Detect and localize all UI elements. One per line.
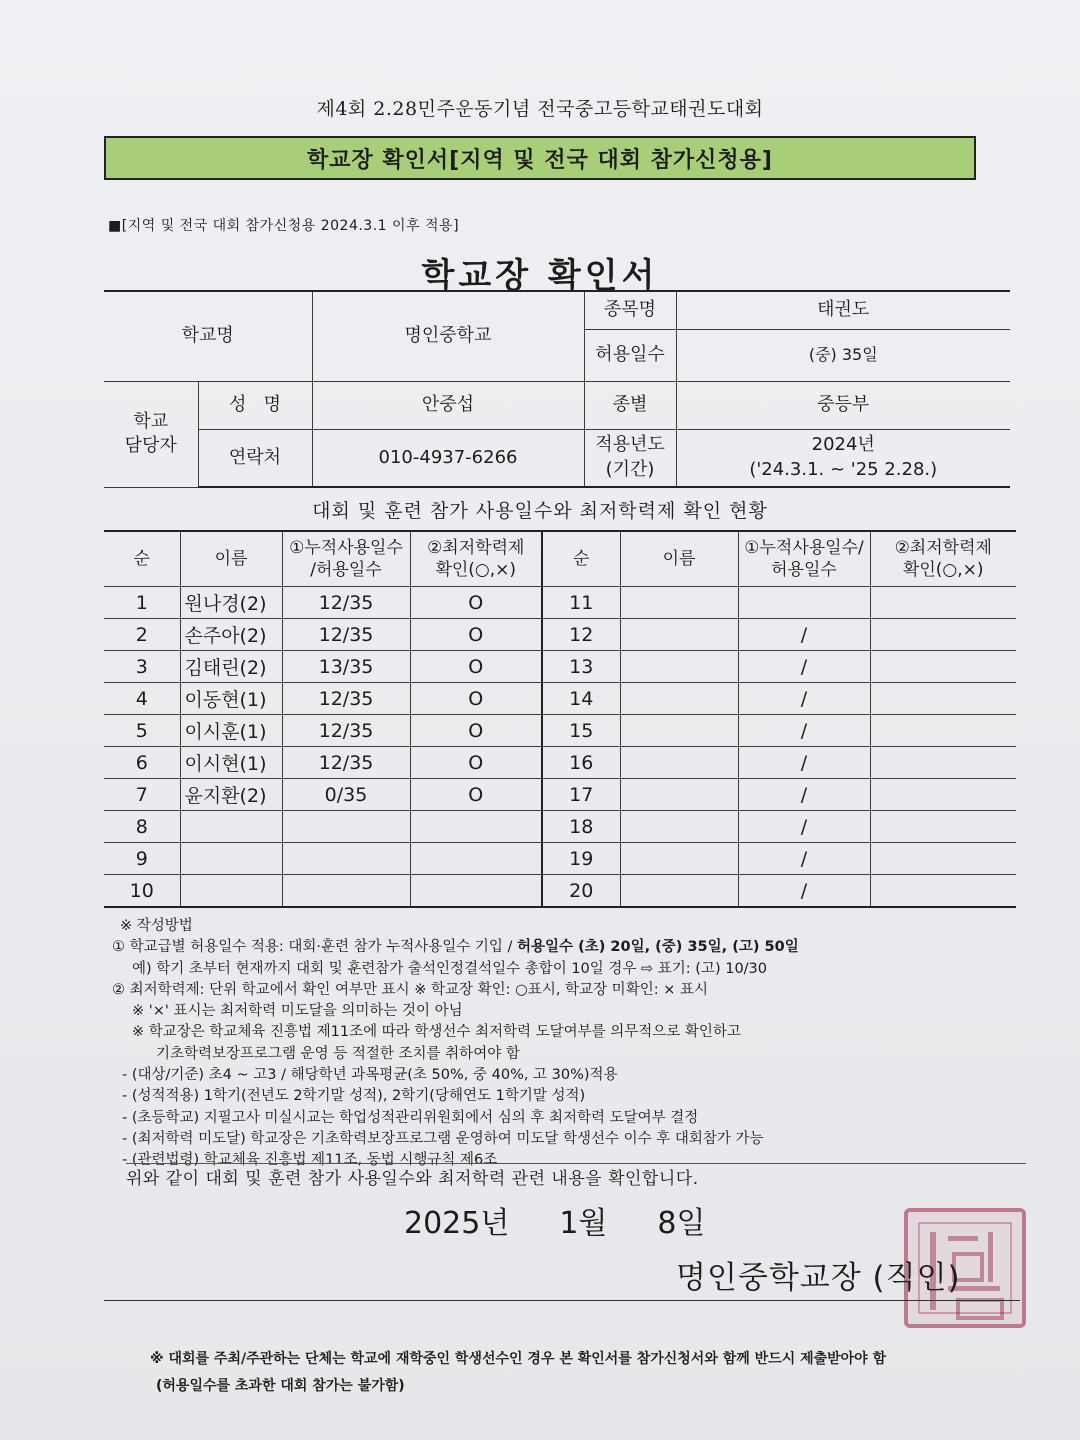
footer-notice: [150, 1346, 1030, 1400]
cell-name: 손주아(2): [180, 619, 282, 651]
cell-check-right: [870, 683, 1016, 715]
table-row: [104, 715, 1016, 747]
cell-no: 3: [104, 651, 180, 683]
cell-no: 1: [104, 587, 180, 619]
contact-value: 010-4937-6266: [312, 429, 584, 487]
cell-no: 4: [104, 683, 180, 715]
cell-days-right: /: [738, 715, 870, 747]
bottom-divider: [104, 1300, 1020, 1301]
cell-no: 9: [104, 843, 180, 875]
cell-check-right: [870, 779, 1016, 811]
header-check-right: ②최저학력제 확인(○,×): [870, 531, 1016, 587]
cell-days: 12/35: [282, 747, 410, 779]
event-title: 제4회 2.28민주운동기념 전국중고등학교태권도대회: [316, 98, 764, 120]
cell-name: [180, 875, 282, 908]
manager-name-label: 성 명: [198, 381, 312, 429]
footer-line-1: ※ 대회를 주최/주관하는 단체는 학교에 재학중인 학생선수인 경우 본 확인서를 참가신청서와 함께 반드시 제출받아야 함: [150, 1351, 887, 1367]
cell-name: 이시현(1): [180, 747, 282, 779]
document-banner: 학교장 확인서[지역 및 전국 대회 참가신청용]: [104, 136, 976, 180]
table-row: [104, 619, 1016, 651]
student-status-table: [104, 530, 1016, 908]
cell-days-right: /: [738, 779, 870, 811]
cell-check: O: [410, 747, 542, 779]
header-days: ①누적사용일수 /허용일수: [282, 531, 410, 587]
table-row: [104, 683, 1016, 715]
cell-days-right: [738, 587, 870, 619]
cell-check: O: [410, 779, 542, 811]
manager-label: 학교 담당자: [104, 381, 198, 487]
note-3: ② 최저학력제: 단위 학교에서 확인 여부만 표시 ※ 학교장 확인: ○표시, 학교장 미확인: × 표시: [112, 981, 708, 998]
cell-days-right: /: [738, 875, 870, 908]
date-day: 8일: [657, 1206, 706, 1241]
cell-days-right: /: [738, 619, 870, 651]
table-row: [104, 651, 1016, 683]
cell-check: O: [410, 683, 542, 715]
note-11: - (관련법령) 학교체육 진흥법 제11조, 동법 시행규칙 제6조: [122, 1152, 498, 1169]
note-7: - (대상/기준) 초4 ~ 고3 / 해당학년 과목평균(초 50%, 중 40%, 고 30%)적용: [122, 1067, 618, 1084]
cell-no: 2: [104, 619, 180, 651]
note-1: [112, 937, 1012, 958]
header-no-right: 순: [542, 531, 620, 587]
cell-check-right: [870, 715, 1016, 747]
cell-check: O: [410, 587, 542, 619]
cell-days: 0/35: [282, 779, 410, 811]
note-9: - (초등학교) 지필고사 미실시교는 학업성적관리위원회에서 심의 후 최저학력 도달여부 결정: [122, 1109, 699, 1126]
header-name-right: 이름: [620, 531, 738, 587]
cell-check: O: [410, 715, 542, 747]
table-row: [104, 747, 1016, 779]
header-name: 이름: [180, 531, 282, 587]
cell-days: 12/35: [282, 715, 410, 747]
table-row: [104, 843, 1016, 875]
school-name-label: 학교명: [104, 291, 312, 381]
date-year: 2025년: [404, 1206, 510, 1241]
note-4: ※ '×' 표시는 최저학력 미도달을 의미하는 것이 아님: [132, 1003, 463, 1020]
cell-name-right: [620, 843, 738, 875]
table-row: [104, 587, 1016, 619]
table-row: [104, 811, 1016, 843]
cell-name-right: [620, 875, 738, 908]
note-1-bold: 허용일수 (초) 20일, (중) 35일, (고) 50일: [517, 939, 799, 956]
cell-no-right: 12: [542, 619, 620, 651]
cell-check-right: [870, 811, 1016, 843]
cell-name-right: [620, 587, 738, 619]
notes-heading: ※ 작성방법: [120, 918, 193, 934]
cell-check-right: [870, 747, 1016, 779]
cell-check: [410, 811, 542, 843]
cell-no-right: 15: [542, 715, 620, 747]
header-check: ②최저학력제 확인(○,×): [410, 531, 542, 587]
allowed-days-label: 허용일수: [584, 329, 676, 381]
cell-days-right: /: [738, 683, 870, 715]
cell-check-right: [870, 875, 1016, 908]
apply-note: ■[지역 및 전국 대회 참가신청용 2024.3.1 이후 적용]: [108, 218, 460, 234]
cell-days-right: /: [738, 747, 870, 779]
principal-signature: 명인중학교장 (직인): [676, 1260, 961, 1296]
cell-name: 김태린(2): [180, 651, 282, 683]
cell-name-right: [620, 811, 738, 843]
cell-no-right: 20: [542, 875, 620, 908]
cell-days: [282, 875, 410, 908]
school-name-value: 명인중학교: [312, 291, 584, 381]
cell-name-right: [620, 651, 738, 683]
cell-check-right: [870, 843, 1016, 875]
cell-days: [282, 843, 410, 875]
cell-name-right: [620, 683, 738, 715]
confirmation-statement: 위와 같이 대회 및 훈련 참가 사용일수와 최저학력 관련 내용을 확인합니다.: [126, 1163, 1026, 1189]
cell-check: O: [410, 619, 542, 651]
cell-name-right: [620, 619, 738, 651]
cell-no: 10: [104, 875, 180, 908]
cell-no-right: 13: [542, 651, 620, 683]
note-5: ※ 학교장은 학교체육 진흥법 제11조에 따라 학생선수 최저학력 도달여부를 의무적으로 확인하고: [132, 1024, 741, 1041]
apply-year-value: 2024년 ('24.3.1. ~ '25 2.28.): [676, 429, 1010, 487]
note-2: 예) 학기 초부터 현재까지 대회 및 훈련참가 출석인정결석일수 총합이 10일 경우 ⇨ 표기: (고) 10/30: [132, 960, 768, 977]
cell-no: 5: [104, 715, 180, 747]
document-title: 학교장 확인서: [421, 256, 659, 296]
cell-name-right: [620, 715, 738, 747]
cell-no-right: 17: [542, 779, 620, 811]
manager-name-value: 안중섭: [312, 381, 584, 429]
division-value: 중등부: [676, 381, 1010, 429]
cell-check: O: [410, 651, 542, 683]
cell-name: 원나경(2): [180, 587, 282, 619]
cell-check: [410, 875, 542, 908]
cell-name: [180, 811, 282, 843]
cell-no-right: 14: [542, 683, 620, 715]
header-days-right: ①누적사용일수/ 허용일수: [738, 531, 870, 587]
note-6: 기초학력보장프로그램 운영 등 적절한 조치를 취하여야 함: [156, 1045, 520, 1062]
cell-days-right: /: [738, 811, 870, 843]
date-month: 1월: [559, 1206, 608, 1241]
cell-name: 이동현(1): [180, 683, 282, 715]
writing-notes: [112, 916, 1012, 1172]
apply-year-label: 적용년도 (기간): [584, 429, 676, 487]
table-row: [104, 875, 1016, 908]
footer-line-2: (허용일수를 초과한 대회 참가는 불가함): [156, 1378, 405, 1394]
signature-date: [404, 1198, 705, 1242]
note-8: - (성적적용) 1학기(전년도 2학기말 성적), 2학기(당해연도 1학기말 성적): [122, 1088, 586, 1105]
division-label: 종별: [584, 381, 676, 429]
cell-no: 6: [104, 747, 180, 779]
contact-label: 연락처: [198, 429, 312, 487]
cell-no: 8: [104, 811, 180, 843]
cell-name: 이시훈(1): [180, 715, 282, 747]
sport-label: 종목명: [584, 291, 676, 329]
school-info-table: [104, 290, 1010, 488]
cell-days: 12/35: [282, 587, 410, 619]
cell-name-right: [620, 779, 738, 811]
cell-name-right: [620, 747, 738, 779]
table-row: [104, 779, 1016, 811]
cell-days: 12/35: [282, 683, 410, 715]
cell-name: [180, 843, 282, 875]
sport-value: 태권도: [676, 291, 1010, 329]
cell-name: 윤지환(2): [180, 779, 282, 811]
cell-no-right: 18: [542, 811, 620, 843]
cell-no: 7: [104, 779, 180, 811]
cell-no-right: 11: [542, 587, 620, 619]
allowed-days-value: (중) 35일: [676, 329, 1010, 381]
cell-days: [282, 811, 410, 843]
cell-check-right: [870, 651, 1016, 683]
cell-days: 12/35: [282, 619, 410, 651]
status-title: 대회 및 훈련 참가 사용일수와 최저학력제 확인 현황: [312, 500, 768, 522]
note-10: - (최저학력 미도달) 학교장은 기초학력보장프로그램 운영하여 미도달 학생선수 이수 후 대회참가 가능: [122, 1130, 764, 1147]
cell-no-right: 16: [542, 747, 620, 779]
cell-check-right: [870, 619, 1016, 651]
cell-check: [410, 843, 542, 875]
cell-days-right: /: [738, 843, 870, 875]
cell-no-right: 19: [542, 843, 620, 875]
cell-check-right: [870, 587, 1016, 619]
note-1-text: ① 학교급별 허용일수 적용: 대회·훈련 참가 누적사용일수 기입 /: [112, 939, 518, 956]
header-no: 순: [104, 531, 180, 587]
cell-days: 13/35: [282, 651, 410, 683]
cell-days-right: /: [738, 651, 870, 683]
